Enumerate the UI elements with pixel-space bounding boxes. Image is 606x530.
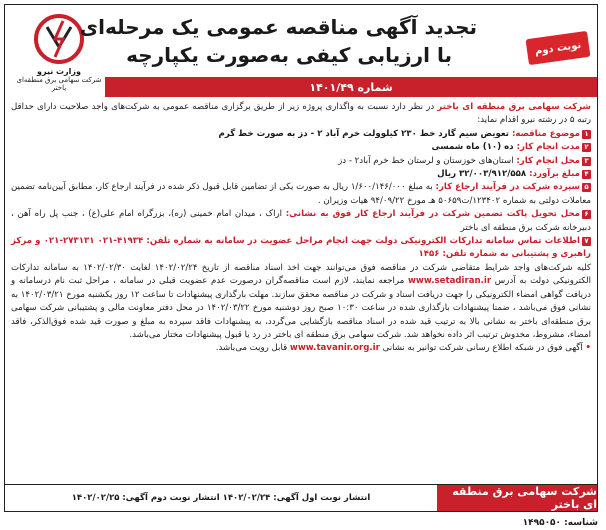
header <box>5 5 597 105</box>
ad-body <box>11 101 591 356</box>
footer-company: شرکت سهامی برق منطقه ای باختر <box>437 485 597 511</box>
tavanir-note: • آگهی فوق در شبکه اطلاع رسانی شرکت توانیر به نشانی www.tavanir.org.ir قابل رویت می‌باشد. <box>215 343 591 354</box>
tavanir-link[interactable]: www.tavanir.org.ir <box>289 343 380 354</box>
footer <box>5 484 597 511</box>
page-title-line2: با ارزیابی کیفی به‌صورت یکپارچه <box>126 43 452 67</box>
list-item: ۱موضوع مناقصه: تعویض سیم گارد خط ۲۳۰ کیلوولت خرم آباد ۲ - دز به صورت خط گرم <box>11 128 591 141</box>
list-item: ۵سپرده شرکت در فرآیند ارجاع کار: به مبلغ ۱/۶۰۰/۱۴۶/۰۰۰ ریال به صورت یکی از تضامین قابل قبول ذکر شده در فرآیند ارجاع کار، مطابق آیین‌نامه تضمین معاملات دولتی به شماره ۱۲۳۴۰۲/ت۵۰۶۵۹ هـ مورخ ۹۴/۰۹/۲۲ هیات وزیران . <box>11 182 591 206</box>
main-paragraph: کلیه شرکت‌های واجد شرایط متقاضی شرکت در مناقصه فوق می‌توانند جهت اخذ اسناد مناقصه از تاریخ ۱۴۰۲/۰۲/۲۴ لغایت ۱۴۰۲/۰۲/۳۰ به سامانه تدارکات الکترونیکی دولت به آدرس www.setadiran.ir مراجعه نمایند، لازم است مناقصه‌گران درصورت عدم عضویت قبلی در سامانه ، مراحل ثبت نام درسامانه و دریافت گواهی امضاء الکترونیکی را جهت دریافت اسناد و شرکت در مناقصه محقق سازند. مهلت بارگذاری پیشنهادات تا ساعت ۱۲ روز یکشنبه مورخ ۱۴۰۲/۰۳/۲۱ به نشانی فوق می‌باشد ، ضمنا پیشنهادات بارگذاری شده در ساعت ۱۰:۳۰ صبح روز دوشنبه مورخ ۱۴۰۲/۰۳/۲۲ در محل دفتر معاونت مالی و پشتیبانی شرکت سهامی برق منطقه‌ای باختر به نشانی بالا به ترتیب قید شده در اسناد مناقصه بازگشایی می‌گردد، به پیشنهادات فاقد سپرده به مبلغ و صورت قید شده فوق‌الذکر، فاقد امضاء، مشروط، مخدوش ترتیب اثر داده نخواهد شد. شرکت سهامی برق منطقه ای باختر در رد یا قبول پیشنهادات مختار می‌باشد. <box>11 262 592 340</box>
intro-paragraph <box>11 101 591 128</box>
notice-id: شناسه: ۱۴۹۵۰۵۰ <box>522 518 598 528</box>
list-item: ۷اطلاعات تماس سامانه تدارکات الکترونیکی دولت جهت انجام مراحل عضویت در سامانه به شماره تلفن: ۴۱۹۳۴-۰۲۱ ۲۷۳۱۳۱-۰۲۱ و مرکز راهبری و پشتیبانی به شماره تلفن: ۱۴۵۶ <box>11 236 591 260</box>
list-item: ۴مبلغ برآورد: ۳۲/۰۰۳/۹۱۲/۵۵۸ ریال <box>11 168 591 181</box>
intro-text: در نظر دارد نسبت به واگذاری پروژه زیر از طریق برگزاری مناقصه عمومی به شرکت‌های واجد صلاحیت دارای حداقل رتبه ۵ در رشته نیرو اقدام نماید: <box>11 102 591 126</box>
intro-lead: شرکت سهامی برق منطقه ای باختر <box>437 102 591 112</box>
notice-number: شماره ۱۴۰۱/۴۹ <box>105 77 597 97</box>
list-item: ۳محل انجام کار: استان‌های خوزستان و لرستان خط خرم آباد۲ - دز <box>11 155 591 168</box>
power-logo-icon <box>33 13 85 65</box>
logo-caption-ministry: وزارت نیرو <box>37 67 81 76</box>
page-title-line1: تجدید آگهی مناقصه عمومی یک مرحله‌ای <box>79 15 477 39</box>
round-badge: نوبت دوم <box>525 31 590 65</box>
logo-caption-company: شرکت سهامی برق منطقه‌ای باختر <box>16 76 102 92</box>
publish-dates: انتشار نوبت اول آگهی: ۱۴۰۲/۰۲/۲۴ انتشار نوبت دوم آگهی: ۱۴۰۲/۰۲/۲۵ <box>71 493 371 503</box>
list-item: ۲مدت انجام کار: ده (۱۰) ماه شمسی <box>11 141 591 154</box>
list-item: ۶محل تحویل پاکت تضمین شرکت در فرآیند ارجاع کار فوق به نشانی: اراک ، میدان امام خمینی (ره)، بزرگراه امام علی(ع) ، جنب پل راه آهن ، دبیرخانه شرکت برق منطقه ای باختر <box>11 209 591 233</box>
setadiran-link[interactable]: www.setadiran.ir <box>407 276 492 287</box>
ad-frame <box>4 4 598 512</box>
